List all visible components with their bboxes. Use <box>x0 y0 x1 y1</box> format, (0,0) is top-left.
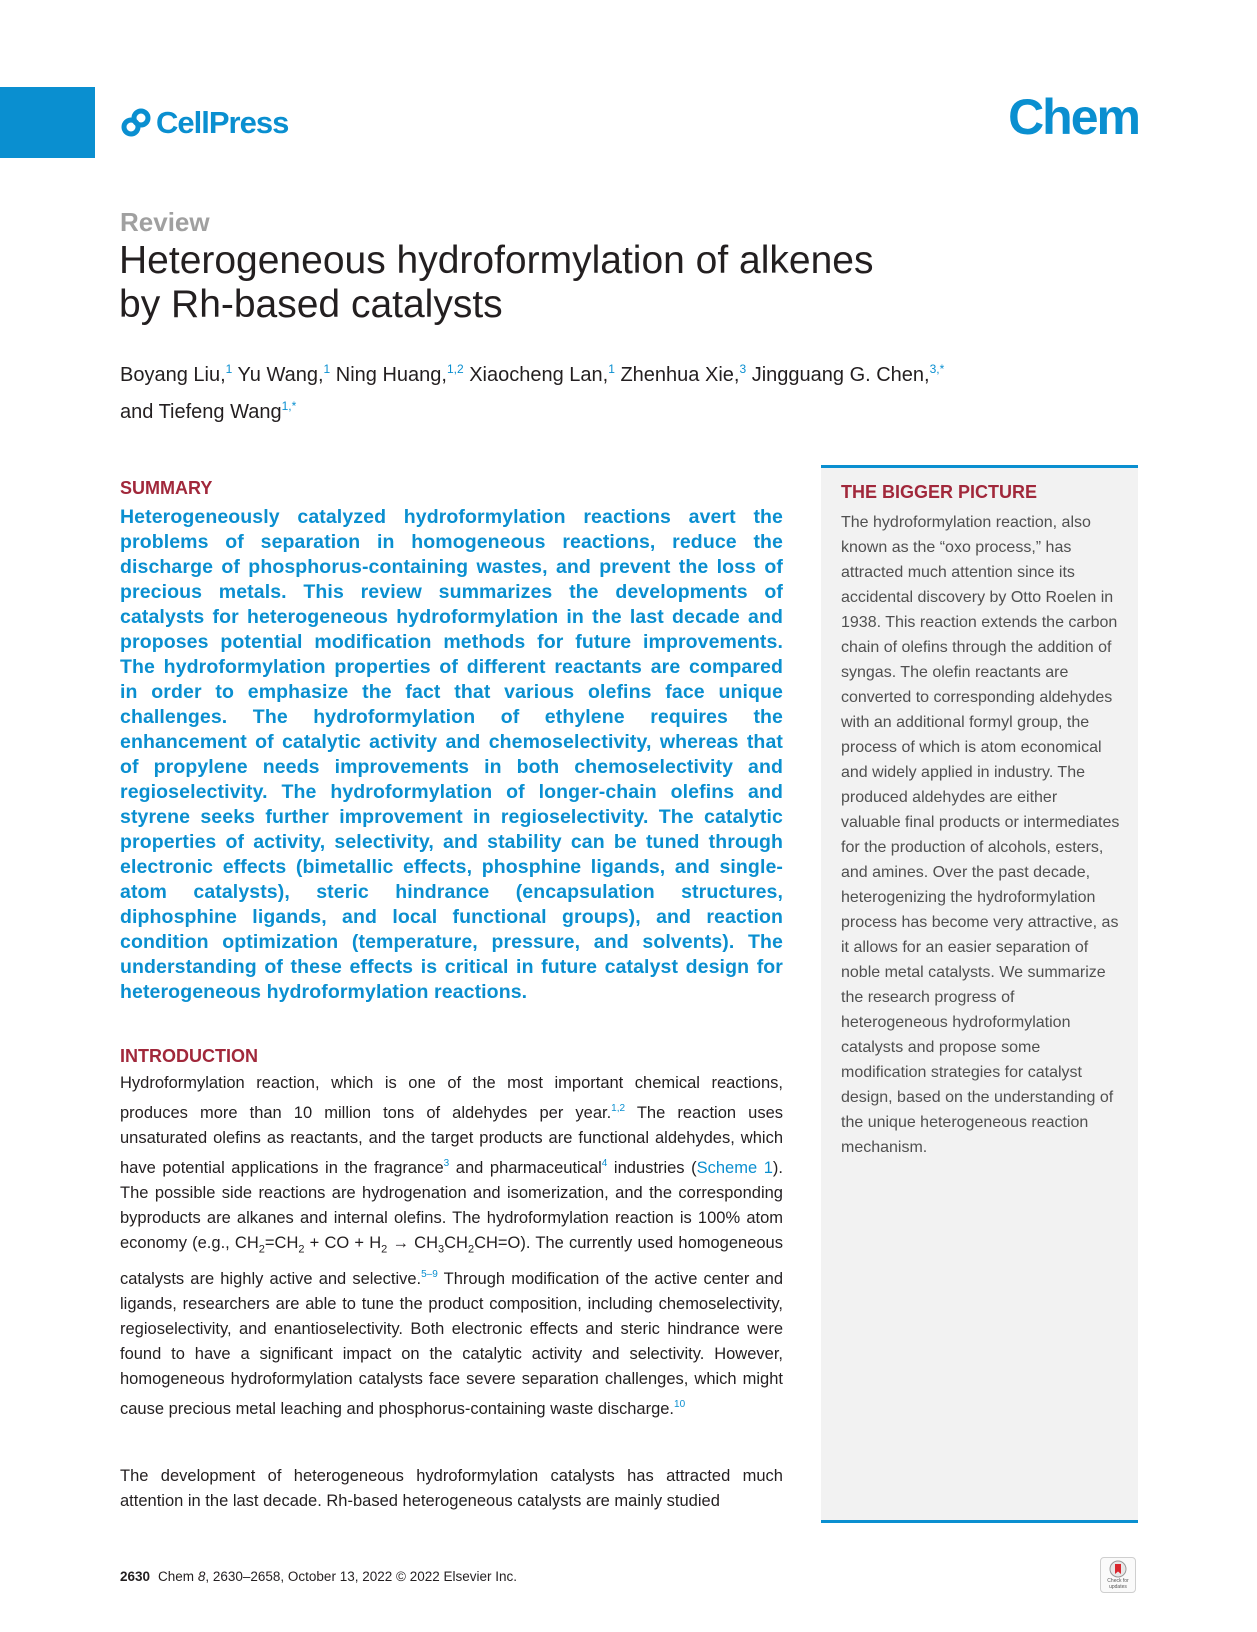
affiliation-ref[interactable]: 1,* <box>281 399 297 413</box>
author-name[interactable]: Ning Huang, <box>335 364 447 386</box>
page-footer <box>120 1569 517 1584</box>
author-name[interactable]: Zhenhua Xie, <box>620 364 740 386</box>
title-line-2: by Rh-based catalysts <box>119 283 503 326</box>
article-type: Review <box>120 207 210 237</box>
author-name[interactable]: Xiaocheng Lan, <box>469 364 609 386</box>
author-name[interactable]: Yu Wang, <box>237 364 324 386</box>
reaction-equation: $CH_2=CH_2$ + CO + $H_2 \to CH_3CH_2CH=O$ <box>234 1234 521 1256</box>
journal-logo[interactable]: Chem <box>1008 89 1139 145</box>
check-for-updates-label: Check for updates <box>1107 1578 1129 1590</box>
citation-ref[interactable]: 3 <box>443 1158 450 1169</box>
citation-ref[interactable]: 1,2 <box>611 1103 626 1114</box>
affiliation-ref[interactable]: 1 <box>323 362 331 376</box>
introduction-heading: INTRODUCTION <box>120 1046 258 1066</box>
cellpress-link-icon <box>120 107 152 139</box>
bigger-picture-text: The hydroformylation reaction, also known as the “oxo process,” has attracted much attention since its accidental discovery by Otto Roelen in 1938. This reaction extends the carbon chain of olefins through the addition of syngas. The olefin reactants are converted to corresponding aldehydes with an additional formyl group, the process of which is atom economical and widely applied in industry. The produced aldehydes are either valuable final products or intermediates for the production of alcohols, esters, and amines. Over the past decade, heterogenizing the hydroformylation process has become very attractive, as it allows for an easier separation of noble metal catalysts. We summarize the research progress of heterogeneous hydroformylation catalysts and propose some modification strategies for catalyst design, based on the understanding of the unique heterogeneous reaction mechanism. <box>841 514 1120 1156</box>
introduction-paragraph-2: The development of heterogeneous hydroformylation catalysts has attracted much attention in the last decade. Rh-based heterogeneous catalysts are mainly studied <box>120 1467 783 1510</box>
citation-ref[interactable]: 4 <box>601 1158 608 1169</box>
footer-journal: Chem <box>158 1569 195 1584</box>
article-title <box>119 239 979 327</box>
summary-text: Heterogeneously catalyzed hydroformylation reactions avert the problems of separation in homogeneous reactions, reduce the discharge of phosphorus-containing wastes, and prevent the loss of precious metals. This review summarizes the developments of catalysts for heterogeneous hydroformylation in the last decade and proposes potential modification methods for future improvements. The hydroformylation properties of different reactants are compared in order to emphasize the fact that various olefins face unique challenges. The hydroformylation of ethylene requires the enhancement of catalytic activity and chemoselectivity, whereas that of propylene needs improvements in both chemoselectivity and regioselectivity. The hydroformylation of longer-chain olefins and styrene seeks further improvement in regioselectivity. The catalytic properties of activity, selectivity, and stability can be tuned through electronic effects (bimetallic effects, phosphine ligands, and single-atom catalysts), steric hindrance (encapsulation structures, diphosphine ligands, and local functional groups), and reaction condition optimization (temperature, pressure, and solvents). The understanding of these effects is critical in future catalyst design for heterogeneous hydroformylation reactions. <box>120 506 783 1003</box>
affiliation-ref[interactable]: 1 <box>608 362 615 376</box>
citation-ref[interactable]: 10 <box>674 1399 686 1411</box>
bigger-picture-box <box>821 465 1138 1523</box>
title-line-1: Heterogeneous hydroformylation of alkenes <box>119 239 874 282</box>
author-name[interactable]: Boyang Liu, <box>120 364 226 386</box>
citation-ref[interactable]: 5–9 <box>421 1269 438 1281</box>
bookmark-icon <box>1109 1560 1127 1578</box>
affiliation-ref[interactable]: 3 <box>739 362 747 376</box>
summary-heading: SUMMARY <box>120 478 213 498</box>
affiliation-ref[interactable]: 3,* <box>929 362 945 376</box>
introduction-paragraph-1: Hydroformylation reaction, which is one of the most important chemical reactions, produces more than 10 million tons of aldehydes per year.$^{1,2}$ The reaction uses unsaturated olefins as reactants, and the target products are functional aldehydes, which have potential applications in the fragrance$^3$ and pharmaceutical$^4$ industries (Scheme 1). The possible side reactions are hydrogenation and isomerization, and the corresponding byproducts are alkanes and internal olefins. The hydroformylation reaction is 100% atom economy (e.g., $CH_2=CH_2$ + CO + $H_2 \to CH_3CH_2CH=O$). The currently used homogeneous catalysts are highly active and selective.$^{5-9}$ Through modification of the active center and ligands, researchers are able to tune the product composition, including chemoselectivity, regioselectivity, and enantioselectivity. Both electronic effects and steric hindrance were found to have a significant impact on the catalytic activity and selectivity. However, homogeneous hydroformylation catalysts face severe separation challenges, which might cause precious metal leaching and phosphorus-containing waste discharge.$^{10}$ <box>120 1074 783 1419</box>
scheme-link[interactable]: Scheme 1 <box>696 1159 773 1177</box>
author-list <box>120 354 1100 428</box>
affiliation-ref[interactable]: 1 <box>225 362 233 376</box>
author-name[interactable]: and Tiefeng Wang <box>120 401 282 423</box>
affiliation-ref[interactable]: 1,2 <box>446 362 464 376</box>
cellpress-logo[interactable] <box>120 105 288 141</box>
check-for-updates-badge[interactable] <box>1100 1557 1136 1593</box>
bigger-picture-heading: THE BIGGER PICTURE <box>841 482 1038 502</box>
brand-color-tab <box>0 87 95 158</box>
footer-volume: 8 <box>197 1569 206 1584</box>
cellpress-wordmark: CellPress <box>156 105 289 140</box>
author-name[interactable]: Jingguang G. Chen, <box>751 364 930 386</box>
footer-citation: , 2630–2658, October 13, 2022 © 2022 Elsevier Inc. <box>205 1569 517 1584</box>
page-number: 2630 <box>120 1569 151 1584</box>
